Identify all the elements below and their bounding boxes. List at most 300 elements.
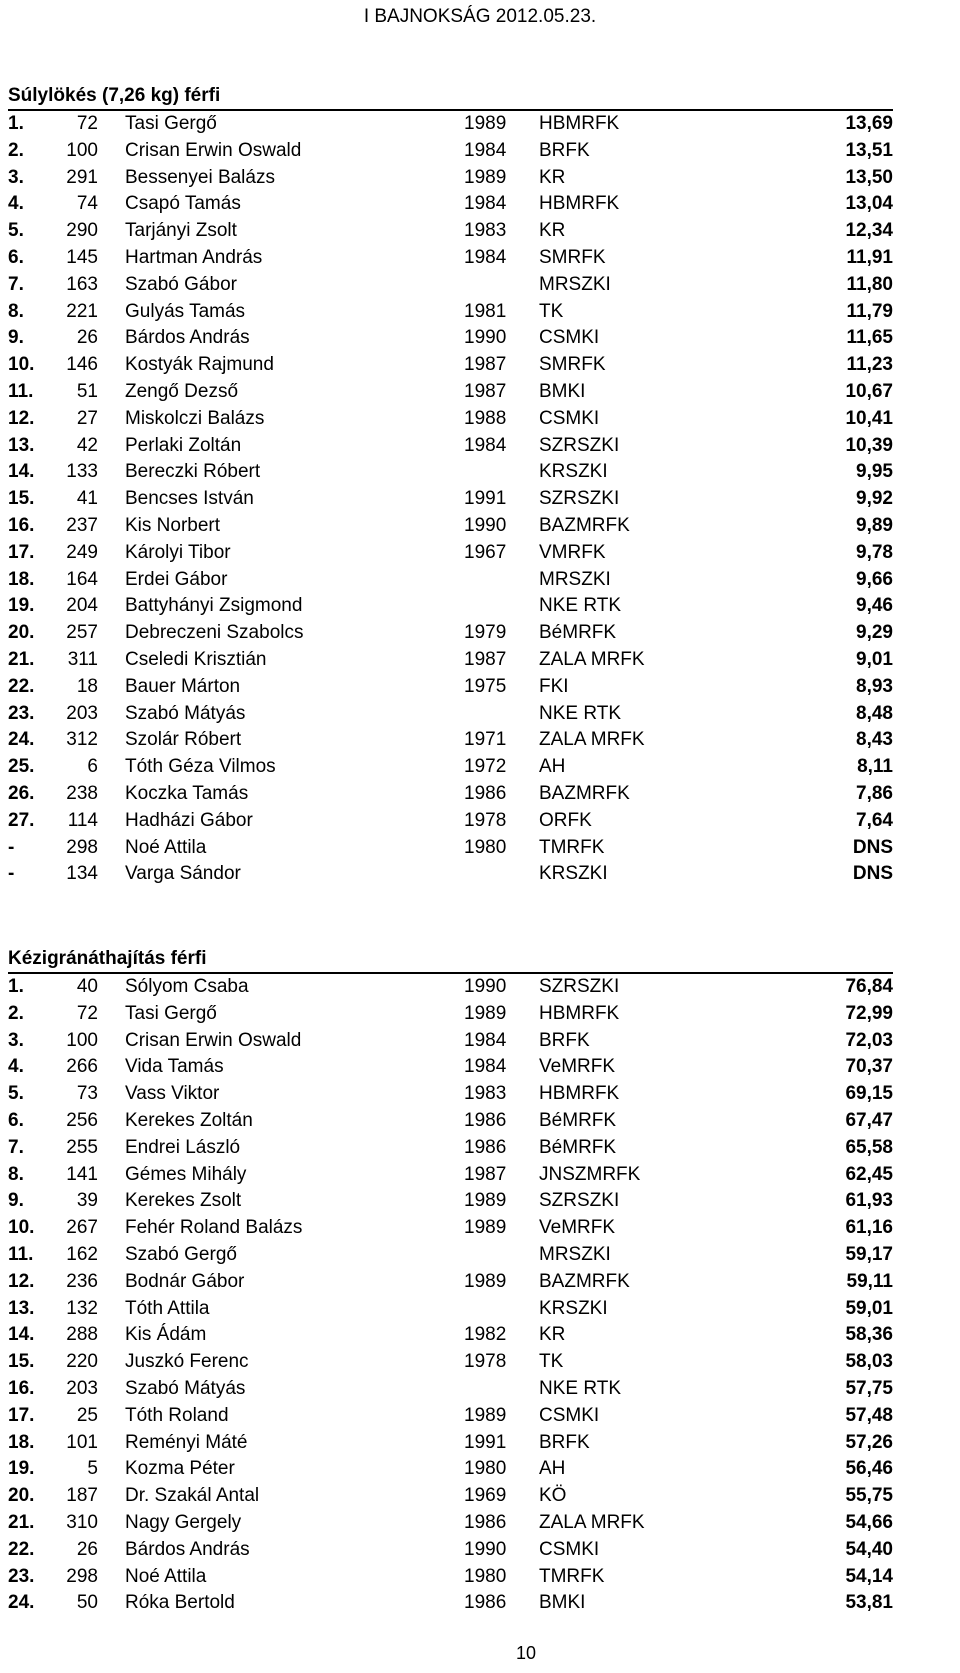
year-cell: 1987 bbox=[464, 648, 507, 670]
result-row bbox=[8, 191, 893, 218]
results-list bbox=[8, 974, 893, 1617]
name-cell: Bessenyei Balázs bbox=[125, 166, 275, 188]
year-cell: 1988 bbox=[464, 407, 507, 429]
year-cell: 1989 bbox=[464, 1002, 507, 1024]
place-cell: - bbox=[8, 836, 15, 858]
result-row bbox=[8, 165, 893, 192]
club-cell: TMRFK bbox=[539, 1565, 605, 1587]
place-cell: 23. bbox=[8, 702, 35, 724]
bib-cell: 288 bbox=[66, 1324, 98, 1346]
place-cell: 21. bbox=[8, 648, 35, 670]
year-cell: 1991 bbox=[464, 1431, 507, 1453]
place-cell: 12. bbox=[8, 407, 35, 429]
place-cell: 17. bbox=[8, 1404, 35, 1426]
result-cell: 11,65 bbox=[846, 327, 893, 349]
result-cell: 7,86 bbox=[856, 782, 893, 804]
name-cell: Kerekes Zsolt bbox=[125, 1190, 242, 1212]
year-cell: 1984 bbox=[464, 193, 507, 215]
club-cell: BRFK bbox=[539, 1029, 590, 1051]
year-cell: 1979 bbox=[464, 622, 507, 644]
result-row bbox=[8, 974, 893, 1001]
place-cell: 16. bbox=[8, 514, 35, 536]
result-row bbox=[8, 1001, 893, 1028]
club-cell: BéMRFK bbox=[539, 1109, 617, 1131]
club-cell: ZALA MRFK bbox=[539, 1511, 645, 1533]
year-cell: 1980 bbox=[464, 1565, 507, 1587]
bib-cell: 267 bbox=[66, 1217, 98, 1239]
name-cell: Bauer Márton bbox=[125, 675, 241, 697]
name-cell: Tóth Roland bbox=[125, 1404, 229, 1426]
bib-cell: 163 bbox=[66, 273, 98, 295]
club-cell: HBMRFK bbox=[539, 1002, 620, 1024]
bib-cell: 164 bbox=[66, 568, 98, 590]
result-row bbox=[8, 1430, 893, 1457]
place-cell: 21. bbox=[8, 1511, 35, 1533]
bib-cell: 146 bbox=[66, 354, 98, 376]
place-cell: 7. bbox=[8, 273, 24, 295]
bib-cell: 74 bbox=[76, 193, 98, 215]
bib-cell: 27 bbox=[76, 407, 98, 429]
result-row bbox=[8, 1162, 893, 1189]
bib-cell: 26 bbox=[76, 327, 98, 349]
bib-cell: 238 bbox=[66, 782, 98, 804]
year-cell: 1989 bbox=[464, 1404, 507, 1426]
bib-cell: 25 bbox=[76, 1404, 98, 1426]
name-cell: Cseledi Krisztián bbox=[125, 648, 267, 670]
bib-cell: 141 bbox=[66, 1163, 98, 1185]
result-row bbox=[8, 727, 893, 754]
bib-cell: 221 bbox=[66, 300, 98, 322]
name-cell: Bereczki Róbert bbox=[125, 461, 261, 483]
result-cell: 13,50 bbox=[845, 166, 893, 188]
result-cell: 54,14 bbox=[845, 1565, 893, 1587]
result-cell: 72,99 bbox=[845, 1002, 893, 1024]
result-cell: 57,26 bbox=[845, 1431, 893, 1453]
club-cell: CSMKI bbox=[539, 407, 600, 429]
result-cell: 9,46 bbox=[856, 595, 893, 617]
club-cell: SMRFK bbox=[539, 354, 606, 376]
result-row bbox=[8, 1188, 893, 1215]
year-cell: 1989 bbox=[464, 166, 507, 188]
bib-cell: 5 bbox=[87, 1458, 98, 1480]
bib-cell: 162 bbox=[66, 1243, 98, 1265]
bib-cell: 266 bbox=[66, 1056, 98, 1078]
year-cell: 1989 bbox=[464, 1270, 507, 1292]
result-cell: 11,80 bbox=[846, 273, 893, 295]
place-cell: 10. bbox=[8, 354, 35, 376]
name-cell: Szabó Mátyás bbox=[125, 1377, 246, 1399]
place-cell: 25. bbox=[8, 756, 35, 778]
name-cell: Vass Viktor bbox=[125, 1083, 220, 1105]
result-cell: 13,04 bbox=[845, 193, 893, 215]
place-cell: 24. bbox=[8, 1592, 35, 1614]
place-cell: 8. bbox=[8, 300, 24, 322]
place-cell: 5. bbox=[8, 220, 24, 242]
result-row bbox=[8, 459, 893, 486]
result-row bbox=[8, 1349, 893, 1376]
result-row bbox=[8, 1483, 893, 1510]
result-row bbox=[8, 138, 893, 165]
year-cell: 1967 bbox=[464, 541, 507, 563]
result-row bbox=[8, 111, 893, 138]
result-cell: DNS bbox=[852, 836, 893, 858]
year-cell: 1990 bbox=[464, 514, 507, 536]
result-cell: 9,89 bbox=[856, 514, 893, 536]
year-cell: 1984 bbox=[464, 1056, 507, 1078]
result-row bbox=[8, 1296, 893, 1323]
place-cell: 15. bbox=[8, 488, 35, 510]
year-cell: 1982 bbox=[464, 1324, 507, 1346]
bib-cell: 249 bbox=[66, 541, 98, 563]
year-cell: 1971 bbox=[464, 729, 507, 751]
result-row bbox=[8, 1403, 893, 1430]
name-cell: Crisan Erwin Oswald bbox=[125, 139, 302, 161]
name-cell: Tasi Gergő bbox=[125, 113, 217, 134]
result-cell: 67,47 bbox=[845, 1109, 893, 1131]
place-cell: 19. bbox=[8, 595, 35, 617]
club-cell: MRSZKI bbox=[539, 568, 611, 590]
result-row bbox=[8, 674, 893, 701]
result-cell: 59,17 bbox=[845, 1243, 893, 1265]
result-cell: 9,78 bbox=[856, 541, 893, 563]
name-cell: Hadházi Gábor bbox=[125, 809, 253, 831]
result-row bbox=[8, 1322, 893, 1349]
bib-cell: 100 bbox=[66, 1029, 98, 1051]
name-cell: Kerekes Zoltán bbox=[125, 1109, 253, 1131]
result-row bbox=[8, 1376, 893, 1403]
result-row bbox=[8, 379, 893, 406]
place-cell: 8. bbox=[8, 1163, 24, 1185]
bib-cell: 133 bbox=[66, 461, 98, 483]
result-row bbox=[8, 1108, 893, 1135]
name-cell: Debreczeni Szabolcs bbox=[125, 622, 304, 644]
place-cell: 13. bbox=[8, 434, 35, 456]
bib-cell: 203 bbox=[66, 1377, 98, 1399]
name-cell: Juszkó Ferenc bbox=[125, 1351, 249, 1373]
result-row bbox=[8, 1081, 893, 1108]
year-cell: 1990 bbox=[464, 976, 507, 997]
name-cell: Varga Sándor bbox=[125, 863, 241, 885]
result-cell: 8,11 bbox=[857, 756, 893, 778]
result-row bbox=[8, 808, 893, 835]
result-row bbox=[8, 781, 893, 808]
bib-cell: 298 bbox=[66, 1565, 98, 1587]
result-cell: 54,40 bbox=[845, 1538, 893, 1560]
result-row bbox=[8, 272, 893, 299]
club-cell: AH bbox=[539, 756, 566, 778]
place-cell: 18. bbox=[8, 1431, 35, 1453]
bib-cell: 50 bbox=[76, 1592, 98, 1614]
result-row bbox=[8, 1590, 893, 1617]
result-row bbox=[8, 1456, 893, 1483]
name-cell: Szabó Gergő bbox=[125, 1243, 237, 1265]
place-cell: 6. bbox=[8, 246, 24, 268]
club-cell: BAZMRFK bbox=[539, 782, 630, 804]
place-cell: 3. bbox=[8, 1029, 24, 1051]
place-cell: 11. bbox=[8, 1243, 34, 1265]
year-cell: 1984 bbox=[464, 434, 507, 456]
year-cell: 1989 bbox=[464, 1217, 507, 1239]
place-cell: 23. bbox=[8, 1565, 35, 1587]
year-cell: 1987 bbox=[464, 1163, 507, 1185]
club-cell: BRFK bbox=[539, 139, 590, 161]
result-row bbox=[8, 486, 893, 513]
result-row bbox=[8, 593, 893, 620]
result-row bbox=[8, 352, 893, 379]
club-cell: SMRFK bbox=[539, 246, 606, 268]
name-cell: Róka Bertold bbox=[125, 1592, 235, 1614]
year-cell: 1981 bbox=[464, 300, 507, 322]
place-cell: 9. bbox=[8, 327, 24, 349]
result-cell: 11,79 bbox=[846, 300, 893, 322]
club-cell: BMKI bbox=[539, 1592, 586, 1614]
name-cell: Károlyi Tibor bbox=[125, 541, 231, 563]
bib-cell: 312 bbox=[66, 729, 98, 751]
result-cell: 62,45 bbox=[845, 1163, 893, 1185]
name-cell: Szabó Mátyás bbox=[125, 702, 246, 724]
club-cell: ORFK bbox=[539, 809, 592, 831]
results-section-shot-put bbox=[8, 85, 893, 888]
result-cell: 53,81 bbox=[845, 1592, 893, 1614]
name-cell: Tasi Gergő bbox=[125, 1002, 217, 1024]
section-title: Súlylökés (7,26 kg) férfi bbox=[8, 85, 893, 111]
result-cell: 56,46 bbox=[845, 1458, 893, 1480]
place-cell: 2. bbox=[8, 139, 24, 161]
club-cell: NKE RTK bbox=[539, 1377, 622, 1399]
bib-cell: 73 bbox=[76, 1083, 98, 1105]
bib-cell: 18 bbox=[76, 675, 98, 697]
result-cell: 61,16 bbox=[845, 1217, 893, 1239]
club-cell: ZALA MRFK bbox=[539, 729, 645, 751]
club-cell: MRSZKI bbox=[539, 1243, 611, 1265]
section-title: Kézigránáthajítás férfi bbox=[8, 948, 893, 974]
year-cell: 1984 bbox=[464, 246, 507, 268]
result-row bbox=[8, 620, 893, 647]
result-cell: 13,69 bbox=[845, 113, 893, 134]
bib-cell: 114 bbox=[67, 809, 98, 831]
result-cell: 8,43 bbox=[856, 729, 893, 751]
result-row bbox=[8, 513, 893, 540]
result-row bbox=[8, 245, 893, 272]
name-cell: Perlaki Zoltán bbox=[125, 434, 242, 456]
result-cell: 8,48 bbox=[856, 702, 893, 724]
bib-cell: 310 bbox=[66, 1511, 98, 1533]
name-cell: Bodnár Gábor bbox=[125, 1270, 245, 1292]
bib-cell: 203 bbox=[66, 702, 98, 724]
place-cell: 24. bbox=[8, 729, 35, 751]
result-row bbox=[8, 1215, 893, 1242]
result-cell: 8,93 bbox=[856, 675, 893, 697]
year-cell: 1978 bbox=[464, 1351, 507, 1373]
result-cell: 10,41 bbox=[845, 407, 893, 429]
result-cell: 11,91 bbox=[846, 246, 893, 268]
year-cell: 1989 bbox=[464, 1190, 507, 1212]
club-cell: BéMRFK bbox=[539, 1136, 617, 1158]
result-row bbox=[8, 433, 893, 460]
place-cell: 4. bbox=[8, 193, 24, 215]
bib-cell: 204 bbox=[66, 595, 98, 617]
year-cell: 1984 bbox=[464, 139, 507, 161]
name-cell: Csapó Tamás bbox=[125, 193, 241, 215]
club-cell: VMRFK bbox=[539, 541, 606, 563]
year-cell: 1980 bbox=[464, 1458, 507, 1480]
result-row bbox=[8, 540, 893, 567]
name-cell: Reményi Máté bbox=[125, 1431, 248, 1453]
bib-cell: 72 bbox=[76, 113, 98, 134]
club-cell: KRSZKI bbox=[539, 863, 608, 885]
result-row bbox=[8, 218, 893, 245]
club-cell: VeMRFK bbox=[539, 1056, 616, 1078]
name-cell: Noé Attila bbox=[125, 836, 207, 858]
result-cell: 61,93 bbox=[845, 1190, 893, 1212]
name-cell: Tóth Attila bbox=[125, 1297, 210, 1319]
place-cell: - bbox=[8, 863, 15, 885]
club-cell: AH bbox=[539, 1458, 566, 1480]
place-cell: 15. bbox=[8, 1351, 35, 1373]
result-row bbox=[8, 861, 893, 888]
result-cell: 58,03 bbox=[845, 1351, 893, 1373]
result-cell: 9,95 bbox=[856, 461, 893, 483]
name-cell: Zengő Dezső bbox=[125, 380, 239, 402]
club-cell: KR bbox=[539, 166, 566, 188]
place-cell: 4. bbox=[8, 1056, 24, 1078]
club-cell: NKE RTK bbox=[539, 595, 622, 617]
place-cell: 18. bbox=[8, 568, 35, 590]
place-cell: 20. bbox=[8, 1485, 35, 1507]
place-cell: 27. bbox=[8, 809, 35, 831]
place-cell: 14. bbox=[8, 1324, 35, 1346]
club-cell: SZRSZKI bbox=[539, 434, 620, 456]
club-cell: JNSZMRFK bbox=[539, 1163, 641, 1185]
year-cell: 1986 bbox=[464, 1592, 507, 1614]
result-row bbox=[8, 1537, 893, 1564]
club-cell: CSMKI bbox=[539, 327, 600, 349]
place-cell: 13. bbox=[8, 1297, 35, 1319]
club-cell: NKE RTK bbox=[539, 702, 622, 724]
result-row bbox=[8, 567, 893, 594]
name-cell: Fehér Roland Balázs bbox=[125, 1217, 303, 1239]
bib-cell: 40 bbox=[76, 976, 98, 997]
bib-cell: 6 bbox=[87, 756, 98, 778]
page-number: 10 bbox=[515, 1643, 537, 1663]
bib-cell: 237 bbox=[66, 514, 98, 536]
result-cell: 10,39 bbox=[845, 434, 893, 456]
club-cell: BAZMRFK bbox=[539, 1270, 630, 1292]
bib-cell: 26 bbox=[76, 1538, 98, 1560]
result-row bbox=[8, 835, 893, 862]
result-cell: 9,66 bbox=[856, 568, 893, 590]
bib-cell: 187 bbox=[66, 1485, 98, 1507]
result-cell: 12,34 bbox=[845, 220, 893, 242]
place-cell: 16. bbox=[8, 1377, 35, 1399]
club-cell: CSMKI bbox=[539, 1538, 600, 1560]
name-cell: Erdei Gábor bbox=[125, 568, 228, 590]
result-cell: 10,67 bbox=[845, 380, 893, 402]
name-cell: Miskolczi Balázs bbox=[125, 407, 265, 429]
name-cell: Vida Tamás bbox=[125, 1056, 224, 1078]
club-cell: HBMRFK bbox=[539, 1083, 620, 1105]
club-cell: VeMRFK bbox=[539, 1217, 616, 1239]
name-cell: Kis Norbert bbox=[125, 514, 221, 536]
club-cell: BAZMRFK bbox=[539, 514, 630, 536]
name-cell: Gémes Mihály bbox=[125, 1163, 247, 1185]
year-cell: 1969 bbox=[464, 1485, 507, 1507]
result-cell: 9,01 bbox=[856, 648, 893, 670]
club-cell: TK bbox=[539, 300, 564, 322]
club-cell: BéMRFK bbox=[539, 622, 617, 644]
place-cell: 17. bbox=[8, 541, 35, 563]
place-cell: 20. bbox=[8, 622, 35, 644]
year-cell: 1978 bbox=[464, 809, 507, 831]
club-cell: KRSZKI bbox=[539, 461, 608, 483]
name-cell: Tarjányi Zsolt bbox=[125, 220, 237, 242]
result-row bbox=[8, 299, 893, 326]
place-cell: 19. bbox=[8, 1458, 35, 1480]
club-cell: KR bbox=[539, 220, 566, 242]
place-cell: 14. bbox=[8, 461, 35, 483]
name-cell: Bárdos András bbox=[125, 1538, 250, 1560]
bib-cell: 236 bbox=[66, 1270, 98, 1292]
club-cell: BRFK bbox=[539, 1431, 590, 1453]
club-cell: FKI bbox=[539, 675, 569, 697]
result-row bbox=[8, 1242, 893, 1269]
result-cell: 70,37 bbox=[845, 1056, 893, 1078]
name-cell: Crisan Erwin Oswald bbox=[125, 1029, 302, 1051]
bib-cell: 39 bbox=[76, 1190, 98, 1212]
result-row bbox=[8, 1269, 893, 1296]
place-cell: 26. bbox=[8, 782, 35, 804]
result-cell: 65,58 bbox=[845, 1136, 893, 1158]
club-cell: MRSZKI bbox=[539, 273, 611, 295]
bib-cell: 41 bbox=[76, 488, 98, 510]
name-cell: Noé Attila bbox=[125, 1565, 207, 1587]
result-cell: 55,75 bbox=[845, 1485, 893, 1507]
club-cell: CSMKI bbox=[539, 1404, 600, 1426]
name-cell: Koczka Tamás bbox=[125, 782, 249, 804]
year-cell: 1975 bbox=[464, 675, 507, 697]
result-row bbox=[8, 1028, 893, 1055]
club-cell: SZRSZKI bbox=[539, 1190, 620, 1212]
name-cell: Dr. Szakál Antal bbox=[125, 1485, 260, 1507]
bib-cell: 100 bbox=[66, 139, 98, 161]
result-row bbox=[8, 325, 893, 352]
bib-cell: 72 bbox=[76, 1002, 98, 1024]
results-section-grenade-throw bbox=[8, 948, 893, 1617]
name-cell: Kostyák Rajmund bbox=[125, 354, 274, 376]
result-cell: 13,51 bbox=[845, 139, 893, 161]
place-cell: 22. bbox=[8, 675, 35, 697]
result-cell: 72,03 bbox=[845, 1029, 893, 1051]
place-cell: 9. bbox=[8, 1190, 24, 1212]
name-cell: Szolár Róbert bbox=[125, 729, 242, 751]
year-cell: 1986 bbox=[464, 1136, 507, 1158]
result-cell: 54,66 bbox=[845, 1511, 893, 1533]
place-cell: 10. bbox=[8, 1217, 35, 1239]
bib-cell: 134 bbox=[66, 863, 98, 885]
result-row bbox=[8, 1054, 893, 1081]
year-cell: 1987 bbox=[464, 380, 507, 402]
name-cell: Endrei László bbox=[125, 1136, 241, 1158]
name-cell: Sólyom Csaba bbox=[125, 976, 249, 997]
result-row bbox=[8, 647, 893, 674]
year-cell: 1989 bbox=[464, 113, 507, 134]
result-cell: 57,75 bbox=[845, 1377, 893, 1399]
bib-cell: 257 bbox=[66, 622, 98, 644]
place-cell: 7. bbox=[8, 1136, 24, 1158]
year-cell: 1990 bbox=[464, 327, 507, 349]
club-cell: SZRSZKI bbox=[539, 976, 620, 997]
year-cell: 1983 bbox=[464, 1083, 507, 1105]
